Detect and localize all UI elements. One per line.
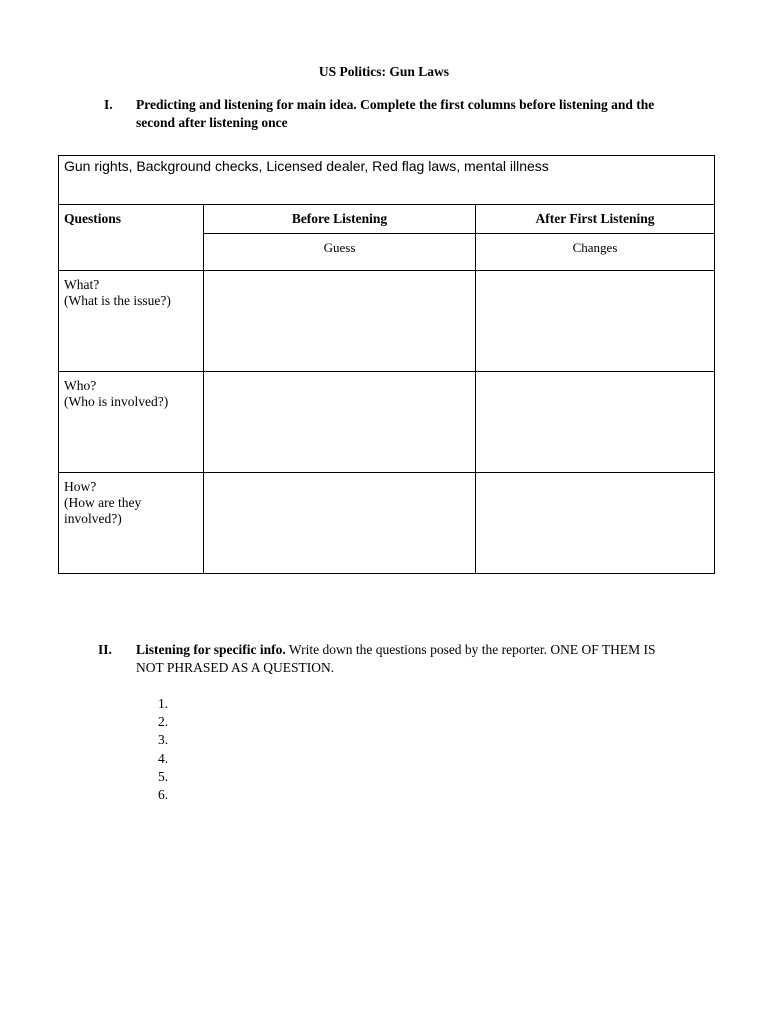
list-item: 3. <box>158 732 169 748</box>
worksheet-table <box>58 155 715 574</box>
before-listening-header: Before Listening <box>204 205 476 234</box>
list-item: 4. <box>158 750 169 766</box>
questions-header: Questions <box>59 205 204 271</box>
section-1-number: I. <box>104 97 113 112</box>
vocabulary-cell: Gun rights, Background checks, Licensed dealer, Red flag laws, mental illness <box>59 156 715 205</box>
section-1-text: Predicting and listening for main idea. Complete the first columns before listening and the second after listening once <box>136 97 655 130</box>
section-2-text <box>136 641 676 677</box>
guess-cell[interactable] <box>204 271 476 372</box>
changes-cell[interactable] <box>476 271 715 372</box>
list-item: 2. <box>158 714 169 730</box>
list-item: 6. <box>158 787 169 803</box>
table-row <box>59 372 715 473</box>
table-row <box>59 473 715 574</box>
list-item: 1. <box>158 696 169 711</box>
section-2-body: Write down the questions posed by the reporter. ONE OF THEM IS NOT PHRASED AS A QUESTION. <box>136 642 656 675</box>
after-listening-header: After First Listening <box>476 205 715 234</box>
question-prompt: (What is the issue?) <box>64 293 171 308</box>
changes-cell[interactable] <box>476 473 715 574</box>
question-prompt: (Who is involved?) <box>64 394 169 409</box>
changes-cell[interactable] <box>476 372 715 473</box>
question-label: What? <box>64 277 100 292</box>
question-prompt: (How are they involved?) <box>64 495 142 526</box>
section-2-number: II. <box>98 642 112 657</box>
question-label: Who? <box>64 378 97 393</box>
guess-cell[interactable] <box>204 372 476 473</box>
section-2-heading: Listening for specific info. <box>136 642 286 657</box>
guess-cell[interactable] <box>204 473 476 574</box>
question-cell-what <box>59 271 204 372</box>
question-label: How? <box>64 479 97 494</box>
question-cell-how <box>59 473 204 574</box>
table-row <box>59 271 715 372</box>
question-cell-who <box>59 372 204 473</box>
list-item: 5. <box>158 768 169 784</box>
guess-subheader: Guess <box>204 234 476 271</box>
changes-subheader: Changes <box>476 234 715 271</box>
page-title: US Politics: Gun Laws <box>318 64 450 79</box>
answer-list <box>158 695 168 804</box>
